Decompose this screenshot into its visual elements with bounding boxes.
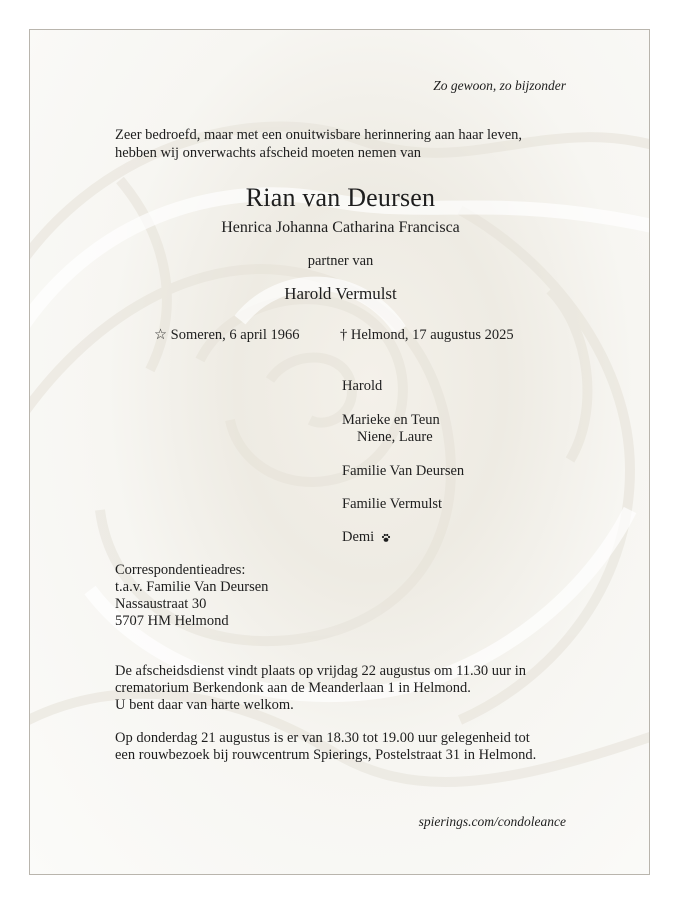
- star-icon: ☆: [154, 327, 167, 343]
- partner-label: partner van: [307, 253, 374, 269]
- correspondence-label: Correspondentieadres:: [115, 562, 246, 578]
- correspondence-line-3: 5707 HM Helmond: [115, 613, 229, 629]
- birth-text: Someren, 6 april 1966: [170, 327, 300, 343]
- correspondence-line-1: t.a.v. Familie Van Deursen: [115, 579, 269, 595]
- family-member-3: Familie Van Deursen: [342, 463, 465, 479]
- mourning-card: [29, 29, 650, 875]
- correspondence-line-2: Nassaustraat 30: [115, 596, 207, 612]
- family-member-5: [342, 529, 391, 546]
- condolence-link[interactable]: spierings.com/condoleance: [418, 814, 566, 829]
- service-line-2: crematorium Berkendonk aan de Meanderlaan 1 in Helmond.: [115, 680, 471, 696]
- cross-icon: †: [340, 327, 348, 343]
- deceased-full-names: Henrica Johanna Catharina Francisca: [221, 219, 460, 236]
- birth-info: [154, 327, 300, 344]
- visit-line-1: Op donderdag 21 augustus is er van 18.30 tot 19.00 uur gelegenheid tot: [115, 730, 530, 746]
- family-member-4: Familie Vermulst: [342, 496, 443, 512]
- family-member-2-children: Niene, Laure: [357, 429, 433, 445]
- motto: Zo gewoon, zo bijzonder: [433, 78, 566, 93]
- visit-line-2: een rouwbezoek bij rouwcentrum Spierings, Postelstraat 31 in Helmond.: [115, 747, 537, 763]
- death-text: Helmond, 17 augustus 2025: [350, 327, 514, 343]
- paw-icon: [381, 533, 391, 543]
- family-member-2: Marieke en Teun: [342, 412, 440, 428]
- intro-line-2: hebben wij onverwachts afscheid moeten nemen van: [115, 145, 422, 161]
- deceased-name: Rian van Deursen: [245, 183, 436, 212]
- partner-name: Harold Vermulst: [284, 284, 397, 303]
- service-line-1: De afscheidsdienst vindt plaats op vrijdag 22 augustus om 11.30 uur in: [115, 663, 527, 679]
- pet-name: Demi: [342, 529, 375, 545]
- family-member-1: Harold: [342, 378, 383, 394]
- death-info: [340, 327, 514, 344]
- service-line-3: U bent daar van harte welkom.: [115, 697, 294, 713]
- intro-line-1: Zeer bedroefd, maar met een onuitwisbare herinnering aan haar leven,: [115, 127, 523, 143]
